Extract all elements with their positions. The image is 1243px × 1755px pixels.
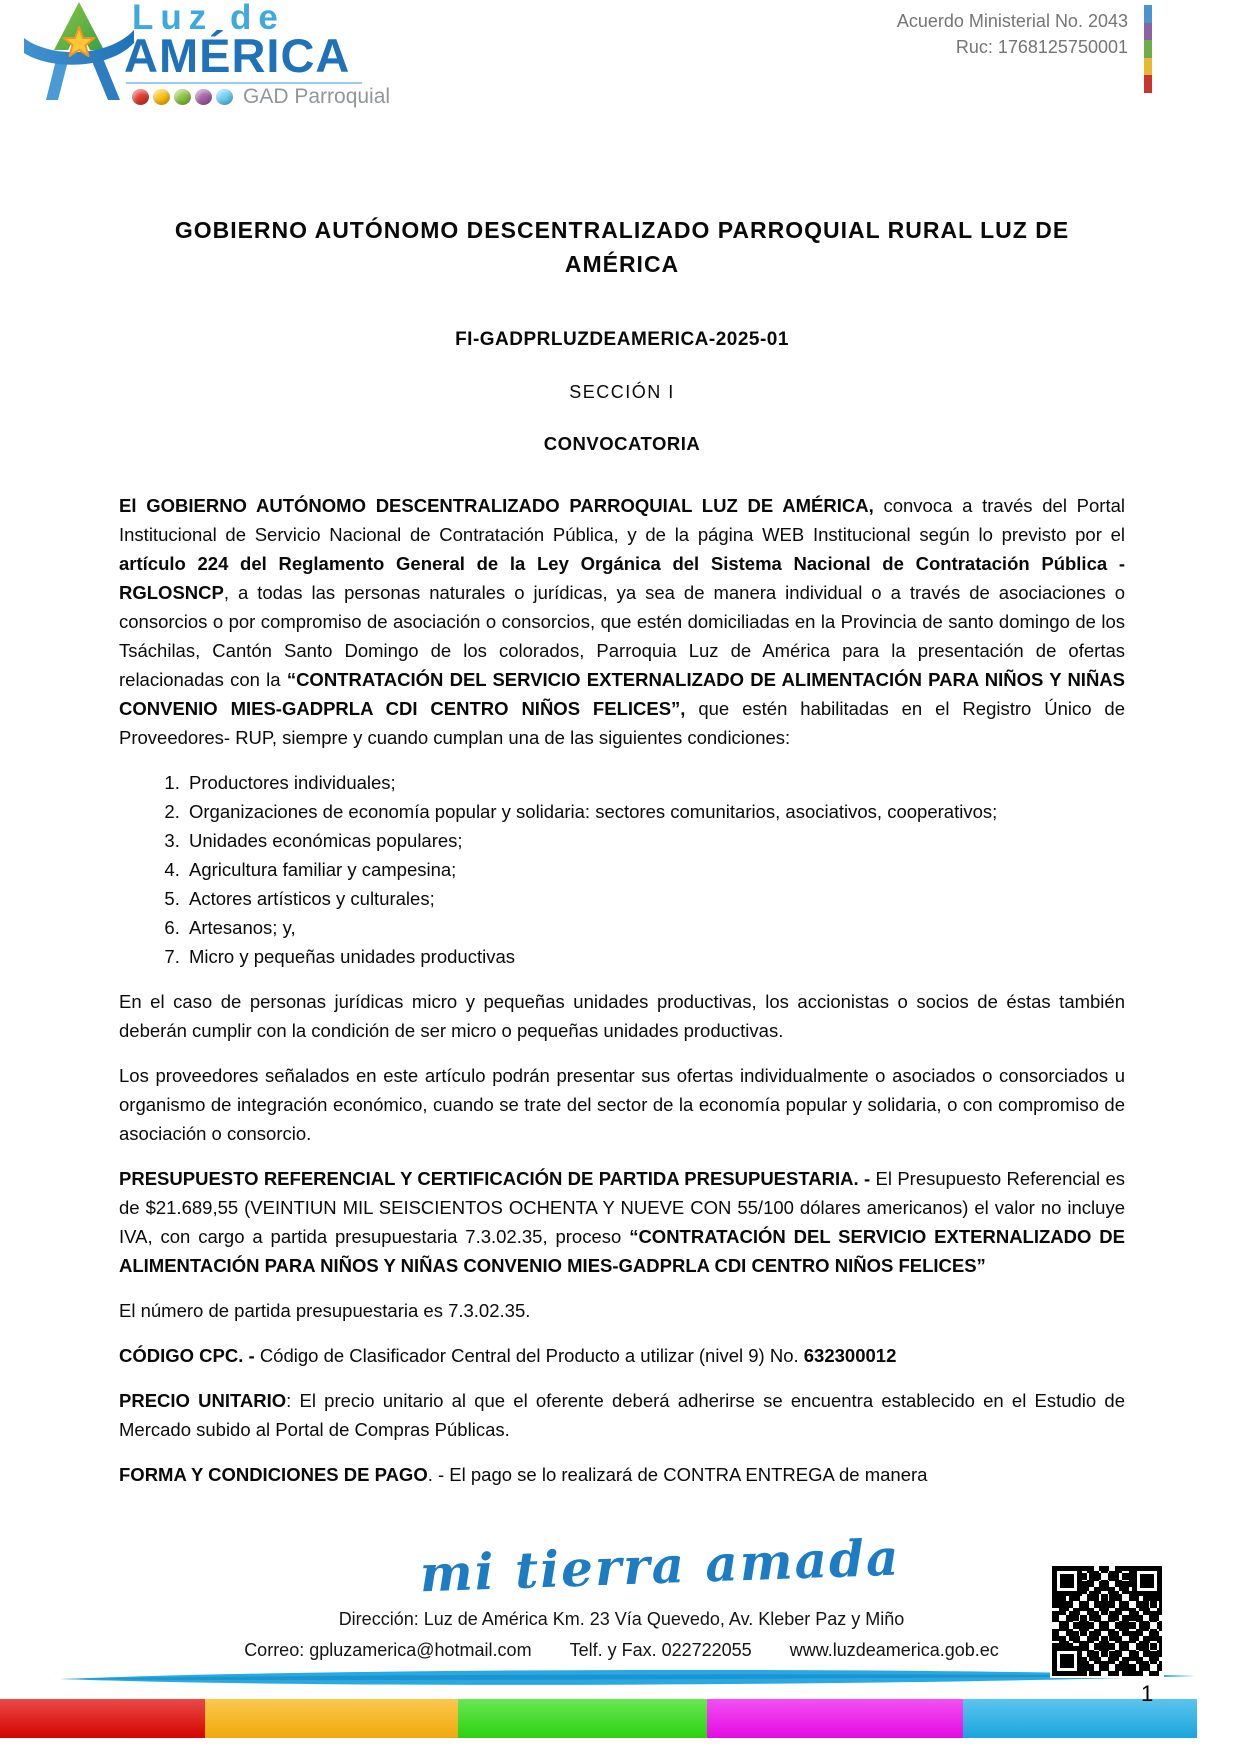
document-code: FI-GADPRLUZDEAMERICA-2025-01	[455, 329, 789, 350]
section-label: SECCIÓN I	[569, 382, 675, 402]
logo-dot-purple	[195, 89, 212, 105]
list-item: 4. Agricultura familiar y campesina;	[185, 855, 1125, 884]
footer-website: www.luzdeamerica.gob.ec	[789, 1640, 999, 1660]
paragraph-presupuesto: PRESUPUESTO REFERENCIAL Y CERTIFICACIÓN DE PARTIDA PRESUPUESTARIA. - El Presupuesto Referencial es de $21.689,55 (VEINTIUN MIL SEISCIENTOS OCHENTA Y NUEVE CON 55/100 dólares americanos) el valor no incluye IVA, con cargo a partida presupuestaria 7.3.02.35, proceso “CONTRATACIÓN DEL SERVICIO EXTERNALIZADO DE ALIMENTACIÓN PARA NIÑOS Y NIÑAS CONVENIO MIES-GADPRLA CDI CENTRO NIÑOS FELICES”	[119, 1168, 1126, 1276]
qr-code	[1050, 1564, 1164, 1678]
header-right	[897, 8, 1128, 60]
paragraph-intro: El GOBIERNO AUTÓNOMO DESCENTRALIZADO PARROQUIAL LUZ DE AMÉRICA, convoca a través del Portal Institucional de Servicio Nacional de Contratación Pública, y de la página WEB Institucional según lo previsto por el artículo 224 del Reglamento General de la Ley Orgánica del Sistema Nacional de Contratación Pública - RGLOSNCP, a todas las personas naturales o jurídicas, ya sea de manera individual o a través de asociaciones o consorcios o por compromiso de asociación o consorcios, que estén domiciliadas en la Provincia de santo domingo de los Tsáchilas, Cantón Santo Domingo de los colorados, Parroquia Luz de América para la presentación de ofertas relacionadas con la “CONTRATACIÓN DEL SERVICIO EXTERNALIZADO DE ALIMENTACIÓN PARA NIÑOS Y NIÑAS CONVENIO MIES-GADPRLA CDI CENTRO NIÑOS FELICES”, que estén habilitadas en el Registro Único de Proveedores- RUP, siempre y cuando cumplan una de las siguientes condiciones:	[119, 495, 1126, 748]
bar-magenta	[707, 1699, 963, 1738]
logo-figure-a-star-icon	[20, 2, 138, 102]
logo-bottom-row	[132, 85, 390, 109]
conditions-list	[119, 768, 1125, 971]
footer-address: Dirección: Luz de América Km. 23 Vía Quevedo, Av. Kleber Paz y Miño	[338, 1609, 905, 1629]
slogan-mi-tierra-amada: mi tierra amada	[418, 1527, 902, 1604]
bar-blue	[963, 1699, 1197, 1738]
bar-orange	[205, 1699, 458, 1738]
logo-dot-red	[132, 89, 149, 105]
bar-red	[0, 1699, 205, 1738]
list-item: 6. Artesanos; y,	[185, 913, 1125, 942]
qr-finder-icon	[1052, 1566, 1082, 1596]
footer-color-bar	[0, 1699, 1197, 1738]
paragraph-personas-juridicas: En el caso de personas jurídicas micro y pequeñas unidades productivas, los accionistas o socios de éstas también deberán cumplir con la condición de ser micro o pequeñas unidades productivas.	[119, 991, 1125, 1041]
logo-tagline: GAD Parroquial	[243, 85, 391, 108]
ribbon-yellow	[1144, 58, 1152, 76]
ruc-text: Ruc: 1768125750001	[955, 37, 1128, 57]
logo-luz-de-text: Luz de	[132, 0, 285, 37]
list-item: 1. Productores individuales;	[185, 768, 1125, 797]
page-title: GOBIERNO AUTÓNOMO DESCENTRALIZADO PARROQUIAL RURAL LUZ DE AMÉRICA	[174, 217, 1070, 277]
convocatoria-heading: CONVOCATORIA	[543, 433, 701, 454]
footer-email: Correo: gpluzamerica@hotmail.com	[244, 1640, 532, 1660]
ribbon-green	[1144, 40, 1152, 58]
bar-green	[458, 1699, 707, 1738]
paragraph-precio-unitario: PRECIO UNITARIO: El precio unitario al que el oferente deberá adherirse se encuentra establecido en el Estudio de Mercado subido al Portal de Compras Públicas.	[119, 1390, 1125, 1440]
logo-dot-green	[174, 89, 191, 105]
list-item: 7. Micro y pequeñas unidades productivas	[185, 942, 1125, 971]
logo-dot-yellow	[153, 89, 170, 105]
logo-america-text: AMÉRICA	[124, 29, 351, 82]
footer-swoosh-icon	[40, 1670, 1200, 1688]
ribbon-purple	[1144, 23, 1152, 41]
list-item: 3. Unidades económicas populares;	[185, 826, 1125, 855]
paragraph-partida: El número de partida presupuestaria es 7.3.02.35.	[119, 1300, 531, 1321]
list-item: 5. Actores artísticos y culturales;	[185, 884, 1125, 913]
logo	[14, 0, 391, 108]
paragraph-forma-pago: FORMA Y CONDICIONES DE PAGO. - El pago se lo realizará de CONTRA ENTREGA de manera	[119, 1464, 928, 1485]
ribbon-red	[1144, 75, 1152, 93]
header-color-ribbon	[1144, 5, 1152, 93]
paragraph-codigo-cpc: CÓDIGO CPC. - Código de Clasificador Central del Producto a utilizar (nivel 9) No. 632300012	[119, 1345, 897, 1366]
ribbon-blue	[1144, 5, 1152, 23]
footer-phone: Telf. y Fax. 022722055	[569, 1640, 752, 1660]
qr-finder-icon	[1052, 1646, 1082, 1676]
document-content	[119, 213, 1125, 1489]
paragraph-proveedores: Los proveedores señalados en este artículo podrán presentar sus ofertas individualmente o asociados o consorciados u organismo de integración económico, cuando se trate del sector de la economía popular y solidaria, o con compromiso de asociación o consorcio.	[119, 1065, 1125, 1144]
list-item: 2. Organizaciones de economía popular y solidaria: sectores comunitarios, asociativos, cooperativos;	[185, 797, 1125, 826]
page-number: 1	[1141, 1681, 1154, 1706]
logo-underline	[126, 82, 362, 84]
logo-dot-blue	[216, 89, 233, 105]
qr-finder-icon	[1132, 1566, 1162, 1596]
acuerdo-ministerial-text: Acuerdo Ministerial No. 2043	[896, 11, 1128, 31]
